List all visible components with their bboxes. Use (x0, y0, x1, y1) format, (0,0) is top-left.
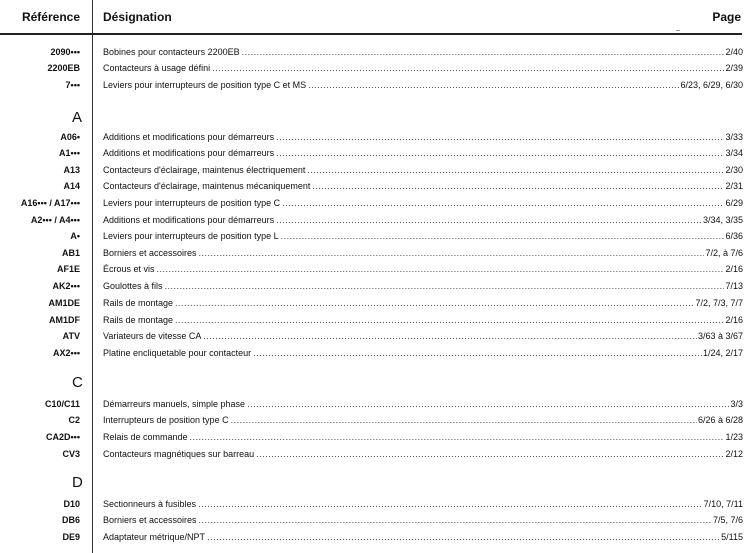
index-row (0, 245, 749, 261)
index-row (0, 295, 749, 311)
page-number: 2/31 (725, 181, 743, 191)
designation-text: Sectionneurs à fusibles (103, 499, 197, 509)
page-number: 1/23 (725, 432, 743, 442)
page-number: 3/63 à 3/67 (697, 331, 743, 341)
designation-text: Bobines pour contacteurs 2200EB (103, 47, 240, 57)
designation-text: Interrupteurs de position type C (103, 415, 229, 425)
dot-leader (312, 178, 724, 194)
index-row (0, 345, 749, 361)
index-row (0, 328, 749, 344)
page-number: 6/23, 6/29, 6/30 (680, 80, 743, 90)
dot-leader (199, 512, 712, 528)
dot-leader (231, 412, 697, 428)
index-row (0, 496, 749, 512)
page-number: 5/115 (721, 532, 743, 542)
dot-leader (281, 228, 725, 244)
designation-line (103, 529, 743, 545)
designation-text: Rails de montage (103, 315, 174, 325)
index-row (0, 396, 749, 412)
index-row (0, 529, 749, 545)
reference-code: A14 (63, 181, 80, 191)
reference-code: A2••• / A4••• (30, 215, 80, 225)
reference-code: A1••• (59, 148, 80, 158)
dot-leader (212, 60, 724, 76)
section-letter: D (72, 474, 83, 491)
page-number: 3/34, 3/35 (702, 215, 743, 225)
dot-leader (198, 496, 703, 512)
designation-line (103, 328, 743, 344)
index-row (0, 512, 749, 528)
reference-code: AM1DF (49, 315, 80, 325)
designation-text: Leviers pour interrupteurs de position type C et MS (103, 80, 307, 90)
designation-line (103, 145, 743, 161)
designation-line (103, 345, 743, 361)
page-number: 7/10, 7/11 (703, 499, 743, 509)
designation-line (103, 496, 743, 512)
index-row (0, 312, 749, 328)
reference-code: A13 (63, 165, 80, 175)
designation-text: Additions et modifications pour démarreurs (103, 132, 275, 142)
designation-text: Additions et modifications pour démarreurs (103, 148, 275, 158)
designation-line (103, 245, 743, 261)
reference-code: 2090••• (50, 47, 80, 57)
dot-leader (165, 278, 725, 294)
designation-line (103, 446, 743, 462)
dot-leader (256, 446, 724, 462)
designation-line (103, 162, 743, 178)
reference-code: AX2••• (53, 348, 80, 358)
designation-text: Rails de montage (103, 298, 174, 308)
designation-text: Adaptateur métrique/NPT (103, 532, 206, 542)
page-number: 6/36 (725, 231, 743, 241)
index-row (0, 446, 749, 462)
designation-text: Leviers pour interrupteurs de position type C (103, 198, 281, 208)
page-number: 2/39 (725, 63, 743, 73)
reference-code: C2 (68, 415, 80, 425)
page-number: 3/34 (725, 148, 743, 158)
reference-code: CV3 (62, 449, 80, 459)
reference-code: DB6 (61, 515, 80, 525)
designation-line (103, 77, 743, 93)
dot-leader (282, 195, 724, 211)
dot-leader (242, 44, 725, 60)
dot-leader (276, 145, 724, 161)
page-number: 7/13 (725, 281, 743, 291)
designation-line (103, 44, 743, 60)
designation-text: Borniers et accessoires (103, 248, 197, 258)
reference-code: A• (70, 231, 80, 241)
index-row (0, 412, 749, 428)
page-number: 2/16 (725, 315, 743, 325)
dot-leader (199, 245, 705, 261)
designation-text: Additions et modifications pour démarreurs (103, 215, 275, 225)
designation-text: Contacteurs magnétiques sur barreau (103, 449, 255, 459)
index-row (0, 429, 749, 445)
designation-line (103, 278, 743, 294)
reference-code: ATV (62, 331, 80, 341)
dot-leader (190, 429, 725, 445)
index-row (0, 228, 749, 244)
index-row (0, 60, 749, 76)
designation-line (103, 412, 743, 428)
index-row (0, 44, 749, 60)
designation-line (103, 429, 743, 445)
dot-leader (276, 212, 702, 228)
dot-leader (253, 345, 702, 361)
reference-code: AM1DE (48, 298, 80, 308)
designation-line (103, 261, 743, 277)
header-rule (0, 33, 742, 35)
section-letter: A (72, 109, 83, 126)
page-number: 2/40 (725, 47, 743, 57)
designation-line (103, 512, 743, 528)
page-number: 6/26 à 6/28 (697, 415, 743, 425)
page-number: 2/30 (725, 165, 743, 175)
page-number: 7/5, 7/6 (712, 515, 743, 525)
designation-line (103, 60, 743, 76)
page-number: 2/16 (725, 264, 743, 274)
section-letter: C (72, 374, 83, 391)
designation-line (103, 312, 743, 328)
index-row (0, 195, 749, 211)
reference-code: A06• (60, 132, 80, 142)
index-row (0, 145, 749, 161)
reference-code: AB1 (61, 248, 80, 258)
designation-text: Borniers et accessoires (103, 515, 197, 525)
reference-code: C10/C11 (44, 399, 80, 409)
reference-code: DE9 (62, 532, 80, 542)
reference-code: AF1E (56, 264, 80, 274)
designation-text: Contacteurs d'éclairage, maintenus mécaniquement (103, 181, 311, 191)
page-number: 7/2, à 7/6 (705, 248, 743, 258)
page-number: 6/29 (725, 198, 743, 208)
designation-line (103, 228, 743, 244)
designation-line (103, 195, 743, 211)
designation-text: Leviers pour interrupteurs de position type L (103, 231, 279, 241)
dot-leader (247, 396, 729, 412)
index-row (0, 278, 749, 294)
reference-code: 7••• (65, 80, 80, 90)
index-row (0, 129, 749, 145)
designation-line (103, 178, 743, 194)
dot-leader (207, 529, 720, 545)
header-page: Page (712, 10, 741, 24)
designation-text: Variateurs de vitesse CA (103, 331, 202, 341)
page-number: 7/2, 7/3, 7/7 (695, 298, 743, 308)
page-number: 3/33 (725, 132, 743, 142)
page-number: 1/24, 2/17 (702, 348, 743, 358)
designation-text: Relais de commande (103, 432, 188, 442)
header-designation: Désignation (103, 10, 172, 24)
dot-leader (203, 328, 697, 344)
designation-text: Démarreurs manuels, simple phase (103, 399, 246, 409)
reference-code: CA2D••• (46, 432, 80, 442)
reference-code: AK2••• (52, 281, 80, 291)
dot-leader (175, 295, 694, 311)
page-number: 2/12 (725, 449, 743, 459)
dot-leader (175, 312, 724, 328)
designation-line (103, 295, 743, 311)
index-row (0, 261, 749, 277)
index-row (0, 77, 749, 93)
designation-line (103, 129, 743, 145)
header-reference: Référence (21, 10, 80, 24)
designation-line (103, 396, 743, 412)
dot-leader (276, 129, 724, 145)
index-row (0, 178, 749, 194)
designation-text: Contacteurs à usage défini (103, 63, 211, 73)
dot-leader (157, 261, 725, 277)
reference-code: 2200EB (47, 63, 80, 73)
dot-leader (308, 77, 679, 93)
designation-text: Goulottes à fils (103, 281, 163, 291)
designation-text: Contacteurs d'éclairage, maintenus électriquement (103, 165, 306, 175)
page-number: 3/3 (730, 399, 743, 409)
designation-text: Platine encliquetable pour contacteur (103, 348, 252, 358)
reference-code: D10 (63, 499, 80, 509)
reference-code: A16••• / A17••• (20, 198, 80, 208)
tick-mark (676, 30, 680, 31)
designation-text: Écrous et vis (103, 264, 155, 274)
dot-leader (307, 162, 724, 178)
index-row (0, 212, 749, 228)
index-row (0, 162, 749, 178)
designation-line (103, 212, 743, 228)
